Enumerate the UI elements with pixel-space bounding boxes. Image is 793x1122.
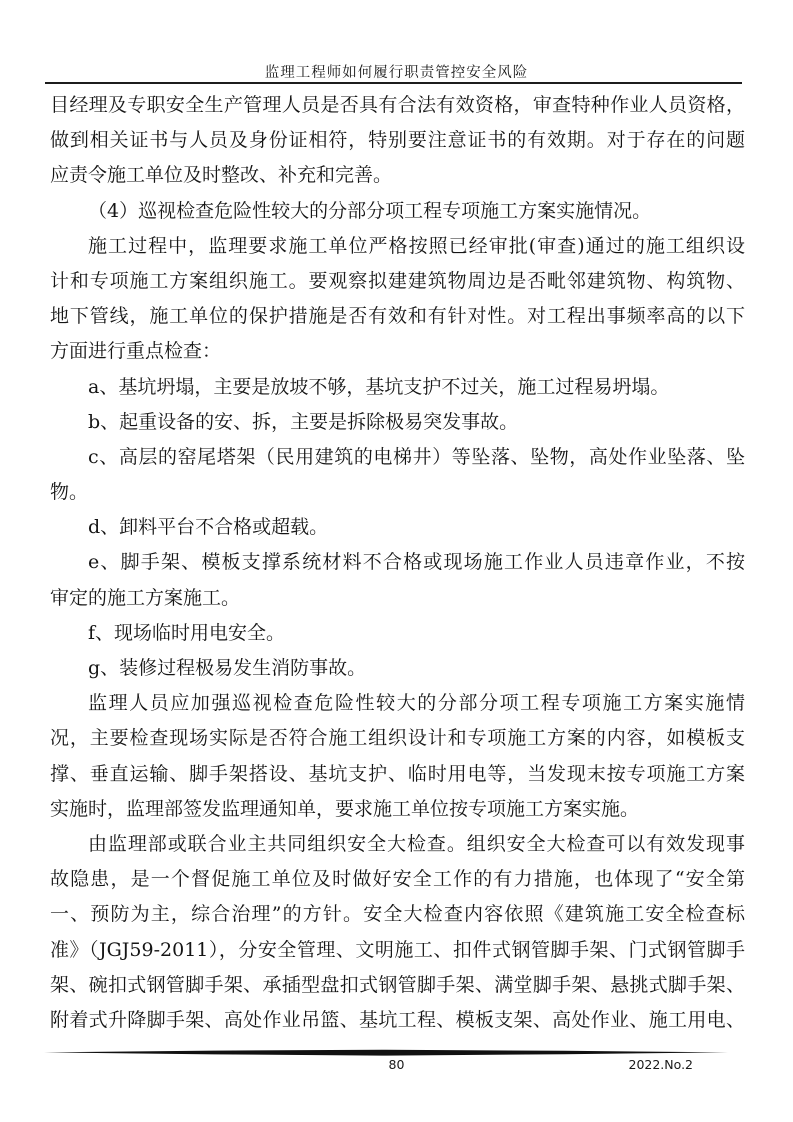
text-line: 应责令施工单位及时整改、补充和完善。 xyxy=(50,164,393,187)
text-line: 况，主要检查现场实际是否符合施工组织设计和专项施工方案的内容，如模板支 xyxy=(50,727,745,750)
page-header-title: 监理工程师如何履行职责管控安全风险 xyxy=(264,65,529,81)
text-line: 目经理及专职安全生产管理人员是否具有合法有效资格，审查特种作业人员资格， xyxy=(50,94,745,116)
text-line: 方面进行重点检查： xyxy=(50,340,222,363)
text-line: 施工过程中，监理要求施工单位严格按照已经审批(审查)通过的施工组织设 xyxy=(88,234,745,257)
text-line: 附着式升降脚手架、高处作业吊篮、基坑工程、模板支架、高处作业、施工用电、 xyxy=(50,1008,745,1031)
footer-page-number: 80 xyxy=(388,1057,405,1072)
text-line: b、起重设备的安、拆，主要是拆除极易突发事故。 xyxy=(88,410,519,433)
text-line: f、现场临时用电安全。 xyxy=(88,621,286,644)
text-line: （4）巡视检查危险性较大的分部分项工程专项施工方案实施情况。 xyxy=(88,199,652,222)
text-line: 计和专项施工方案组织施工。要观察拟建建筑物周边是否毗邻建筑物、构筑物、 xyxy=(50,269,745,292)
text-line: 做到相关证书与人员及身份证相符，特别要注意证书的有效期。对于存在的问题 xyxy=(50,129,745,152)
text-line: e、脚手架、模板支撑系统材料不合格或现场施工作业人员违章作业，不按 xyxy=(88,551,745,574)
text-line: 审定的施工方案施工。 xyxy=(50,586,241,609)
footer-rule xyxy=(44,1049,728,1057)
document-body xyxy=(50,88,745,1038)
footer-issue-label: 2022.No.2 xyxy=(628,1057,693,1072)
text-line: 准》（JGJ59-2011），分安全管理、文明施工、扣件式钢管脚手架、门式钢管脚手 xyxy=(50,938,745,961)
text-line: 实施时，监理部签发监理通知单，要求施工单位按专项施工方案实施。 xyxy=(50,797,640,820)
text-line: 故隐患，是一个督促施工单位及时做好安全工作的有力措施，也体现了“安全第 xyxy=(50,868,745,891)
text-line: d、卸料平台不合格或超载。 xyxy=(88,516,329,539)
text-line: 地下管线，施工单位的保护措施是否有效和有针对性。对工程出事频率高的以下 xyxy=(50,305,745,328)
text-line: 架、碗扣式钢管脚手架、承插型盘扣式钢管脚手架、满堂脚手架、悬挑式脚手架、 xyxy=(50,973,745,996)
text-line: 由监理部或联合业主共同组织安全大检查。组织安全大检查可以有效发现事 xyxy=(88,832,745,855)
text-line: 一、预防为主，综合治理”的方针。安全大检查内容依照《建筑施工安全检查标 xyxy=(50,903,745,926)
header-rule xyxy=(45,82,742,84)
text-line: 物。 xyxy=(50,481,89,504)
text-line: c、高层的窑尾塔架（民用建筑的电梯井）等坠落、坠物，高处作业坠落、坠 xyxy=(88,445,745,468)
text-line: a、基坑坍塌，主要是放坡不够，基坑支护不过关，施工过程易坍塌。 xyxy=(88,375,670,398)
text-line: g、装修过程极易发生消防事故。 xyxy=(88,657,367,679)
text-line: 撑、垂直运输、脚手架搭设、基坑支护、临时用电等，当发现末按专项施工方案 xyxy=(50,762,745,785)
text-line: 监理人员应加强巡视检查危险性较大的分部分项工程专项施工方案实施情 xyxy=(88,692,745,715)
